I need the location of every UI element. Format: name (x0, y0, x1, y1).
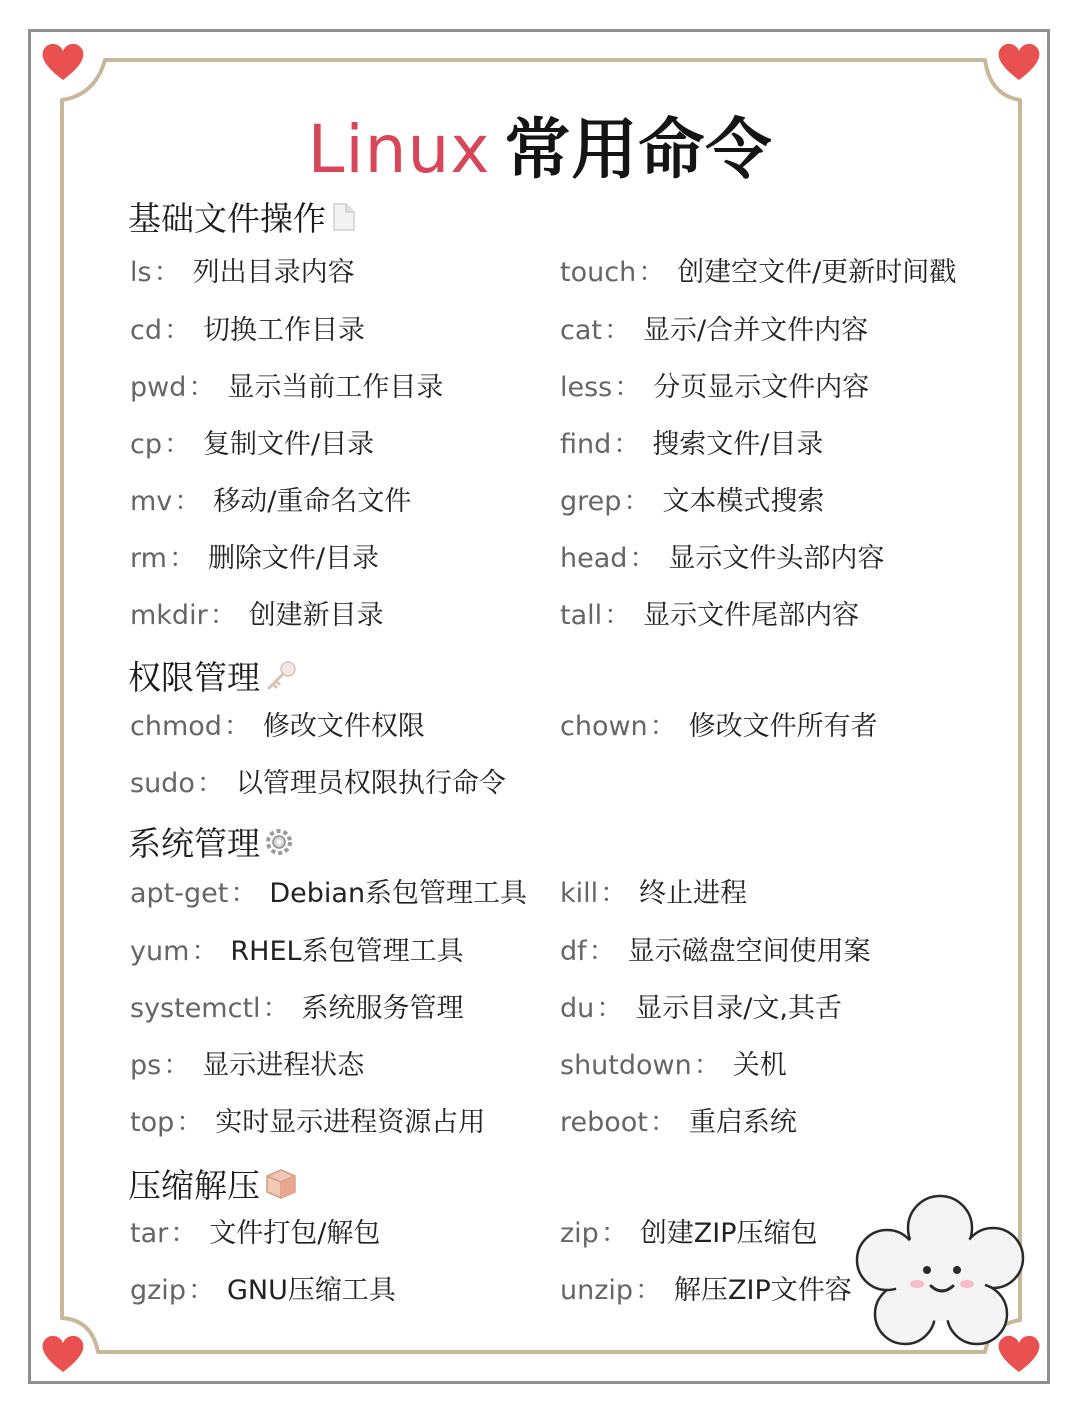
command-item: kill： 终止进程 (560, 878, 748, 909)
command-item: cd： 切换工作目录 (130, 315, 365, 346)
command-item: rm： 删除文件/目录 (130, 543, 380, 574)
command-item: shutdown： 关机 (560, 1050, 787, 1081)
command-item: touch： 创建空文件/更新时间戳 (560, 257, 957, 288)
heart-icon (40, 1332, 86, 1374)
section-title-permissions: 权限管理 (128, 652, 298, 699)
command-item: ps： 显示进程状态 (130, 1050, 365, 1081)
page-title (0, 96, 1080, 191)
file-icon (330, 202, 356, 232)
command-item: zip： 创建ZIP压缩包 (560, 1218, 818, 1249)
command-item: df： 显示磁盘空间使用案 (560, 936, 871, 967)
command-item: tall： 显示文件尾部内容 (560, 600, 860, 631)
command-item: find： 搜索文件/目录 (560, 429, 824, 460)
command-item: cp： 复制文件/目录 (130, 429, 375, 460)
flower-sticker-icon (855, 1190, 1025, 1350)
command-item: tar： 文件打包/解包 (130, 1218, 381, 1249)
command-item: mkdir： 创建新目录 (130, 600, 384, 631)
section-title-compression: 压缩解压 (128, 1160, 298, 1207)
section-title-system: 系统管理 (128, 818, 294, 865)
section-title-basic-file: 基础文件操作 (128, 193, 356, 240)
gear-icon (264, 827, 294, 857)
command-item: pwd： 显示当前工作目录 (130, 372, 444, 403)
command-item: du： 显示目录/文,其舌 (560, 993, 842, 1024)
command-item: less： 分页显示文件内容 (560, 372, 870, 403)
key-icon (264, 659, 298, 693)
box-icon (264, 1167, 298, 1201)
command-item: sudo： 以管理员权限执行命令 (130, 768, 506, 799)
command-item: apt-get： Debian系包管理工具 (130, 878, 528, 909)
command-item: yum： RHEL系包管理工具 (130, 936, 464, 967)
command-item: unzip： 解压ZIP文件容 (560, 1275, 852, 1306)
command-item: systemctl： 系统服务管理 (130, 993, 464, 1024)
command-item: chmod： 修改文件权限 (130, 711, 425, 742)
title-accent: Linux (307, 111, 491, 188)
heart-icon (40, 40, 86, 82)
heart-icon (996, 40, 1042, 82)
command-item: chown： 修改文件所有者 (560, 711, 878, 742)
command-item: cat： 显示/合并文件内容 (560, 315, 869, 346)
command-item: grep： 文本模式搜索 (560, 486, 825, 517)
command-item: ls： 列出目录内容 (130, 257, 355, 288)
command-item: top： 实时显示进程资源占用 (130, 1107, 486, 1138)
title-main: 常用命令 (504, 111, 773, 188)
command-item: reboot： 重启系统 (560, 1107, 797, 1138)
command-item: head： 显示文件头部内容 (560, 543, 885, 574)
command-item: mv： 移动/重命名文件 (130, 486, 412, 517)
command-item: gzip： GNU压缩工具 (130, 1275, 396, 1306)
